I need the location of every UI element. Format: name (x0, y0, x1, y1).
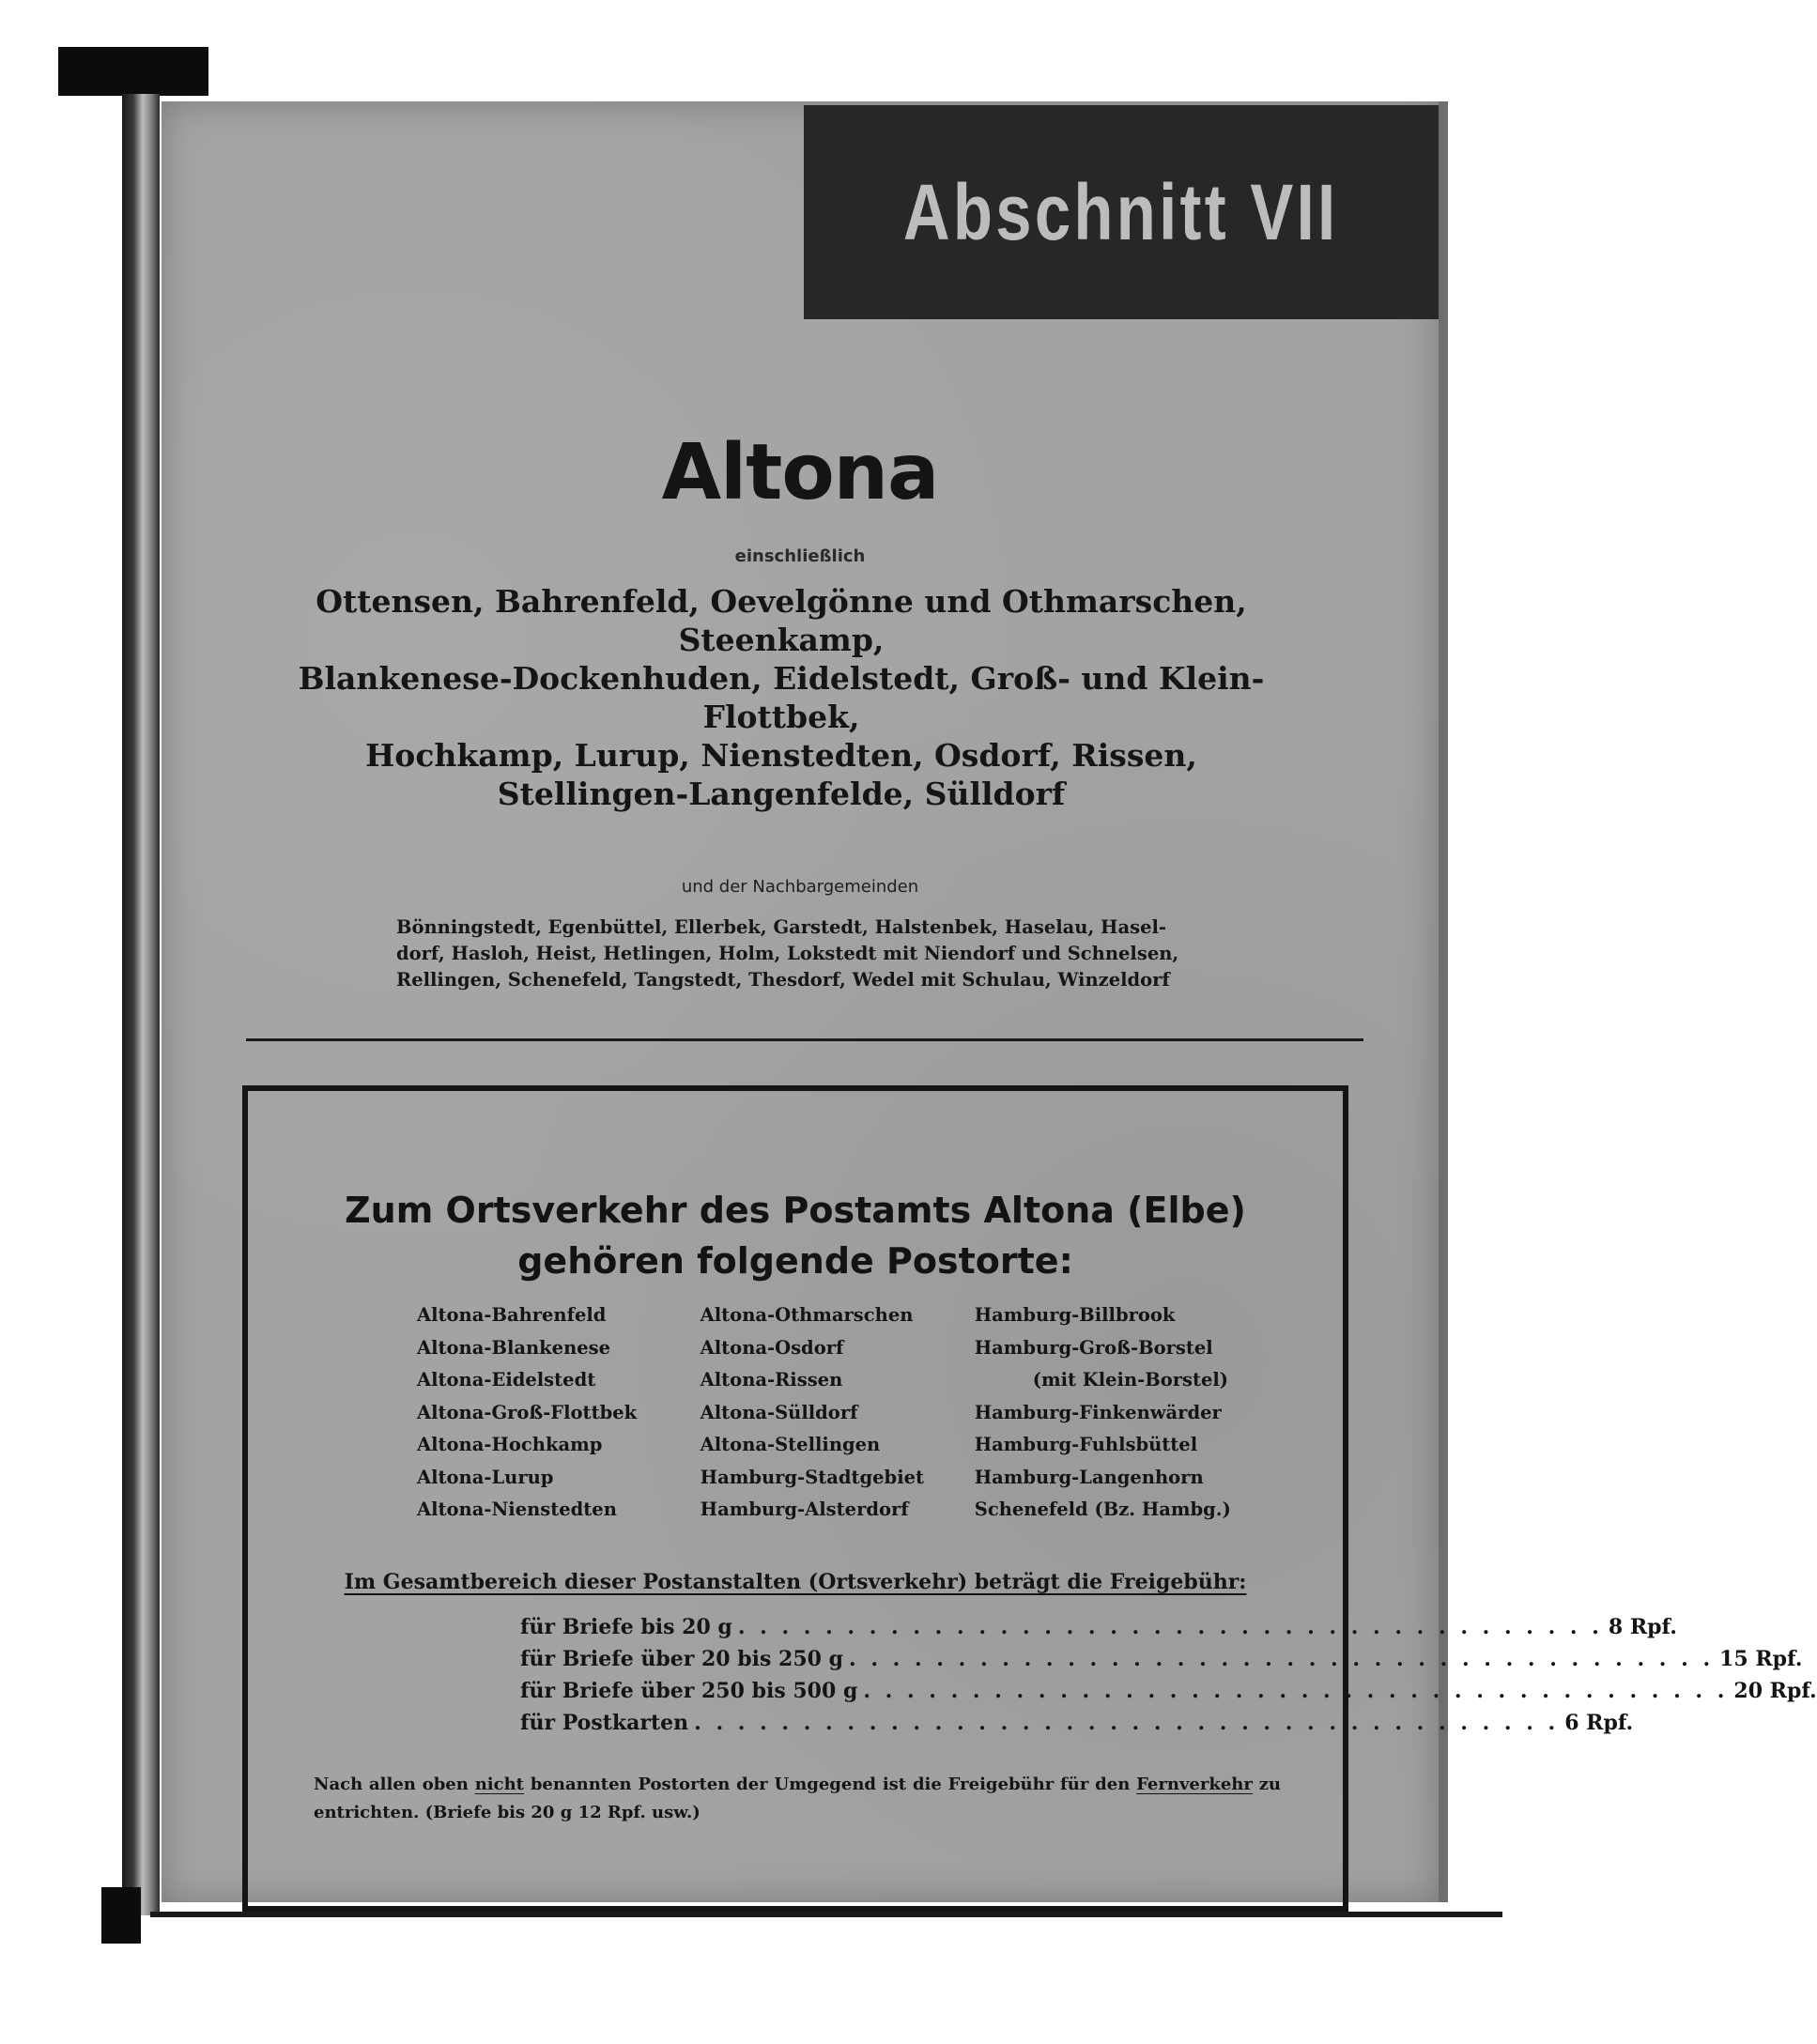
document-page (162, 101, 1817, 1902)
footnote-emphasis: nicht (474, 1775, 524, 1794)
film-bottom-rule (150, 1912, 1502, 1917)
neighbors-line: dorf, Hasloh, Heist, Hetlingen, Holm, Lokstedt mit Niendorf und Schnelsen, (396, 943, 1179, 964)
postort-item: Altona-Hochkamp (417, 1434, 603, 1455)
postort-item: Hamburg-Finkenwärder (974, 1401, 1222, 1423)
fee-label: für Briefe über 20 bis 250 g (520, 1647, 844, 1671)
place-title: Altona (661, 428, 939, 517)
fee-leader-dots: . . . . . . . . . . . . . . . . . . . . . . . . . . . . . . . . . . . . . . . . (694, 1711, 1560, 1735)
postorte-column (417, 1299, 659, 1527)
fee-row (520, 1611, 1677, 1643)
fee-price: 8 Rpf. (1608, 1615, 1677, 1639)
districts-line: Hochkamp, Lurup, Nienstedten, Osdorf, Rissen, (365, 737, 1197, 774)
postort-item: Hamburg-Fuhlsbüttel (974, 1434, 1198, 1455)
fee-price: 20 Rpf. (1733, 1679, 1817, 1703)
neighbors-intro: und der Nachbargemeinden (681, 877, 919, 897)
fee-leader-dots: . . . . . . . . . . . . . . . . . . . . . . . . . . . . . . . . . . . . . . . . (863, 1679, 1729, 1703)
postort-item-note: (mit Klein-Borstel) (1032, 1369, 1229, 1391)
postorte-column (975, 1299, 1243, 1527)
film-strip-bottom (101, 1887, 141, 1944)
postort-item: Altona-Osdorf (700, 1336, 844, 1359)
fee-label: für Briefe bis 20 g (520, 1615, 732, 1639)
footnote (314, 1771, 1281, 1827)
fee-leader-dots: . . . . . . . . . . . . . . . . . . . . . . . . . . . . . . . . . . . . . . . . (737, 1615, 1603, 1639)
postort-item: Hamburg-Billbrook (974, 1304, 1176, 1326)
fee-row (520, 1675, 1817, 1707)
postal-heading (248, 1185, 1343, 1286)
film-edge-left (122, 94, 160, 1915)
section-divider (246, 1038, 1363, 1041)
postort-item: Altona-Eidelstedt (417, 1369, 596, 1391)
postort-item: Altona-Bahrenfeld (417, 1304, 607, 1326)
fee-row (520, 1707, 1634, 1739)
postort-item: Altona-Nienstedten (417, 1498, 617, 1520)
districts-line: Blankenese-Dockenhuden, Eidelstedt, Groß- und Klein-Flottbek, (298, 660, 1265, 735)
postorte-column (701, 1299, 933, 1527)
footnote-text: zu entrichten. (Briefe bis 20 g 12 Rpf. usw.) (314, 1775, 1282, 1822)
postort-item: Altona-Blankenese (417, 1336, 611, 1359)
fee-price: 6 Rpf. (1564, 1711, 1634, 1735)
postort-item: Altona-Lurup (417, 1466, 554, 1488)
districts-list (227, 582, 1335, 813)
fee-price: 15 Rpf. (1719, 1647, 1803, 1671)
film-strip-top (58, 47, 208, 96)
postorte-table (417, 1299, 1243, 1527)
postort-item: Altona-Othmarschen (700, 1304, 914, 1326)
fee-label: für Postkarten (520, 1711, 689, 1735)
place-subtitle: einschließlich (734, 546, 866, 566)
postort-item: Altona-Sülldorf (700, 1401, 858, 1423)
postort-item: Altona-Stellingen (700, 1434, 881, 1455)
postal-heading-line: Zum Ortsverkehr des Postamts Altona (Elbe) (345, 1190, 1246, 1231)
postal-heading-line: gehören folgende Postorte: (517, 1240, 1073, 1282)
section-title: Abschnitt VII (903, 167, 1339, 256)
footnote-emphasis: Fernverkehr (1136, 1775, 1253, 1794)
postort-item: Hamburg-Alsterdorf (700, 1498, 909, 1520)
fee-label: für Briefe über 250 bis 500 g (520, 1679, 858, 1703)
fee-row (520, 1643, 1803, 1675)
districts-line: Ottensen, Bahrenfeld, Oevelgönne und Othmarschen, Steenkamp, (316, 583, 1247, 658)
postort-item: Hamburg-Langenhorn (974, 1466, 1204, 1488)
neighbors-list (396, 914, 1241, 993)
footnote-text: Nach allen oben (314, 1775, 475, 1794)
neighbors-line: Rellingen, Schenefeld, Tangstedt, Thesdorf, Wedel mit Schulau, Winzeldorf (396, 969, 1170, 991)
fee-leader-dots: . . . . . . . . . . . . . . . . . . . . . . . . . . . . . . . . . . . . . . . . (849, 1647, 1715, 1671)
neighbors-line: Bönningstedt, Egenbüttel, Ellerbek, Garstedt, Halstenbek, Haselau, Hasel- (396, 916, 1166, 938)
districts-line: Stellingen-Langenfelde, Sülldorf (497, 776, 1066, 812)
postort-item: Altona-Groß-Flottbek (417, 1401, 638, 1423)
postort-item: Schenefeld (Bz. Hambg.) (974, 1498, 1231, 1520)
postal-box (242, 1085, 1817, 1912)
fee-heading: Im Gesamtbereich dieser Postanstalten (Ortsverkehr) beträgt die Freigebühr: (344, 1570, 1247, 1594)
postort-item: Hamburg-Stadtgebiet (700, 1466, 925, 1488)
postort-item: Altona-Rissen (700, 1369, 843, 1391)
postort-item: Hamburg-Groß-Borstel (974, 1336, 1213, 1359)
fee-table (520, 1611, 1817, 1739)
footnote-text: benannten Postorten der Umgegend ist die Freigebühr für den (523, 1775, 1137, 1794)
section-banner (804, 105, 1439, 319)
